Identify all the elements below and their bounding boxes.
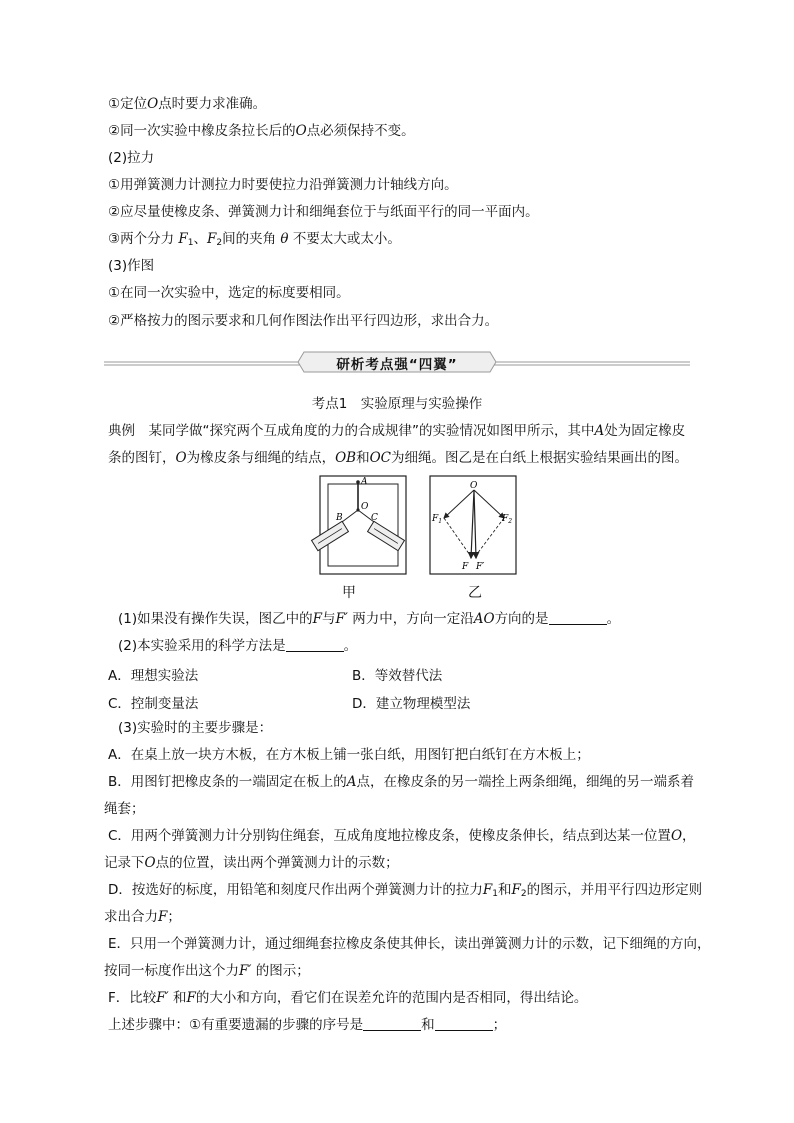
text: ①定位 <box>108 96 148 112</box>
text: 和 <box>173 990 187 1006</box>
step-c-line1 <box>108 827 696 845</box>
text: 与 <box>322 611 336 627</box>
symbol-f: F <box>312 611 322 627</box>
text: ②严格按力的图示要求和几何作图法作出平行四边形，求出合力。 <box>108 313 499 329</box>
text-line <box>108 149 154 167</box>
subscript: 2 <box>216 238 223 248</box>
symbol-o: O <box>144 855 156 871</box>
question-line <box>118 610 620 628</box>
text-line <box>108 176 458 194</box>
section-banner <box>104 350 690 374</box>
caption-jia: 甲 <box>342 585 356 601</box>
text: 不要太大或太小。 <box>292 231 401 247</box>
subscript: 1 <box>187 238 194 248</box>
text: 点必须保持不变。 <box>306 123 415 139</box>
text: ； <box>167 909 181 925</box>
subscript: 1 <box>492 889 499 899</box>
text: ①在同一次实验中，选定的标度要相同。 <box>108 285 350 301</box>
text: 为细绳。图乙是在白纸上根据实验结果画出的图。 <box>390 450 688 466</box>
text-line <box>108 284 350 302</box>
text: (2)拉力 <box>108 150 155 166</box>
text: B．用图钉把橡皮条的一端固定在板上的 <box>108 774 347 790</box>
answer-blank[interactable] <box>435 1016 493 1031</box>
option-c: C．控制变量法 <box>108 696 199 712</box>
text: 和 <box>356 450 370 466</box>
symbol-o: O <box>175 450 187 466</box>
label-o: O <box>361 502 369 512</box>
label-a: A <box>361 477 368 487</box>
step-b-line2: 绳套； <box>104 801 145 817</box>
symbol-ob: OB <box>335 450 357 466</box>
text: 点的位置，读出两个弹簧测力计的示数； <box>155 855 399 871</box>
answer-blank[interactable] <box>363 1016 421 1031</box>
symbol-f: F <box>158 909 168 925</box>
option-a: A．理想实验法 <box>108 668 199 684</box>
text-line <box>108 122 415 140</box>
step-d-line1 <box>108 881 702 903</box>
symbol-f1: F <box>178 231 188 247</box>
step-c-line2 <box>104 854 399 872</box>
label-c: C <box>371 513 378 523</box>
text: 记录下 <box>104 855 145 871</box>
text: ， <box>682 828 696 844</box>
text: 间的夹角 <box>222 231 277 247</box>
symbol-theta: θ <box>280 231 289 247</box>
label-f2: $F_2$ <box>502 514 513 525</box>
text: (1)如果没有操作失误，图乙中的 <box>118 611 313 627</box>
text: 点，在橡皮条的另一端拴上两条细绳，细绳的另一端系着 <box>356 774 695 790</box>
text: (3)作图 <box>108 258 155 274</box>
text: 按同一标度作出这个力 <box>104 963 239 979</box>
symbol-fprime: F′ <box>156 990 169 1006</box>
step-f <box>108 989 587 1007</box>
text: C．用两个弹簧测力计分别钩住绳套，互成角度地拉橡皮条，使橡皮条伸长，结点到达某一位置 <box>108 828 671 844</box>
text: D．按选好的标度，用铅笔和刻度尺作出两个弹簧测力计的拉力 <box>108 882 483 898</box>
text: 方向的是 <box>494 611 549 627</box>
banner-title: 研析考点强“四翼” <box>336 357 458 373</box>
text-line <box>108 95 266 113</box>
step-d-line2 <box>104 908 181 926</box>
text: 条的图钉， <box>108 450 176 466</box>
symbol-a: A <box>346 774 357 790</box>
text: 典例 某同学做“探究两个互成角度的力的合成规律”的实验情况如图甲所示，其中 <box>108 423 595 439</box>
text: 。 <box>606 611 621 627</box>
text: 求出合力 <box>104 909 158 925</box>
answer-blank[interactable] <box>549 610 607 625</box>
step-b-line1 <box>108 773 694 791</box>
text: 两力中，方向一定沿 <box>352 611 474 627</box>
label-b: B <box>336 513 343 523</box>
text: 、 <box>193 231 208 247</box>
text-line <box>108 230 401 252</box>
step-a: A．在桌上放一块方木板，在方木板上铺一张白纸，用图钉把白纸钉在方木板上； <box>108 747 590 763</box>
symbol-o: O <box>295 123 307 139</box>
question-line <box>118 637 357 655</box>
question-line: (3)实验时的主要步骤是： <box>118 720 273 736</box>
text: 的图示，并用平行四边形定则 <box>526 882 703 898</box>
text: ； <box>492 1017 507 1033</box>
label-f: F <box>462 562 469 572</box>
example-line <box>108 422 685 440</box>
symbol-oc: OC <box>369 450 391 466</box>
subscript: 2 <box>520 889 527 899</box>
text: 处为固定橡皮 <box>604 423 686 439</box>
symbol-a: A <box>594 423 605 439</box>
symbol-fprime: F′ <box>239 963 252 979</box>
step-e-line1: E．只用一个弹簧测力计，通过细绳套拉橡皮条使其伸长，读出弹簧测力计的示数，记下细绳的方向， <box>108 936 711 952</box>
text: ①用弹簧测力计测拉力时要使拉力沿弹簧测力计轴线方向。 <box>108 177 458 193</box>
final-question <box>108 1016 506 1034</box>
text-line <box>108 312 498 330</box>
symbol-fprime: F′ <box>335 611 348 627</box>
symbol-ao: AO <box>473 611 495 627</box>
answer-blank[interactable] <box>286 637 344 652</box>
text: 和 <box>498 882 512 898</box>
symbol-f1: F <box>482 882 493 898</box>
text: 的大小和方向，看它们在误差允许的范围内是否相同，得出结论。 <box>195 990 588 1006</box>
text: F．比较 <box>108 990 157 1006</box>
caption-yi: 乙 <box>468 585 482 601</box>
text: ②同一次实验中橡皮条拉长后的 <box>108 123 296 139</box>
label-f1: $F_1$ <box>432 514 443 525</box>
text-line <box>108 257 154 275</box>
text: (2)本实验采用的科学方法是 <box>118 638 286 654</box>
text: ③两个分力 <box>108 231 175 247</box>
symbol-o: O <box>670 828 683 844</box>
figure-yi <box>428 474 520 576</box>
symbol-f: F <box>186 990 196 1006</box>
symbol-f2: F <box>207 231 217 247</box>
text: 为橡皮条与细绳的结点， <box>186 450 336 466</box>
text: 点时要力求准确。 <box>158 96 267 112</box>
label-fprime: F′ <box>476 562 485 572</box>
label-o: O <box>470 481 478 491</box>
figure-jia <box>300 474 410 576</box>
text: 和 <box>421 1017 435 1033</box>
section-title: 考点1 实验原理与实验操作 <box>311 396 483 412</box>
text: 上述步骤中：①有重要遗漏的步骤的序号是 <box>108 1017 364 1033</box>
symbol-f2: F <box>511 882 521 898</box>
text: 的图示； <box>255 963 310 979</box>
option-b: B．等效替代法 <box>352 668 443 684</box>
text: ②应尽量使橡皮条、弹簧测力计和细绳套位于与纸面平行的同一平面内。 <box>108 204 539 220</box>
example-line <box>108 449 688 467</box>
symbol-o: O <box>147 96 159 112</box>
text-line <box>108 203 539 221</box>
step-e-line2 <box>104 962 310 980</box>
text: 。 <box>343 638 358 654</box>
option-d: D．建立物理模型法 <box>352 696 471 712</box>
